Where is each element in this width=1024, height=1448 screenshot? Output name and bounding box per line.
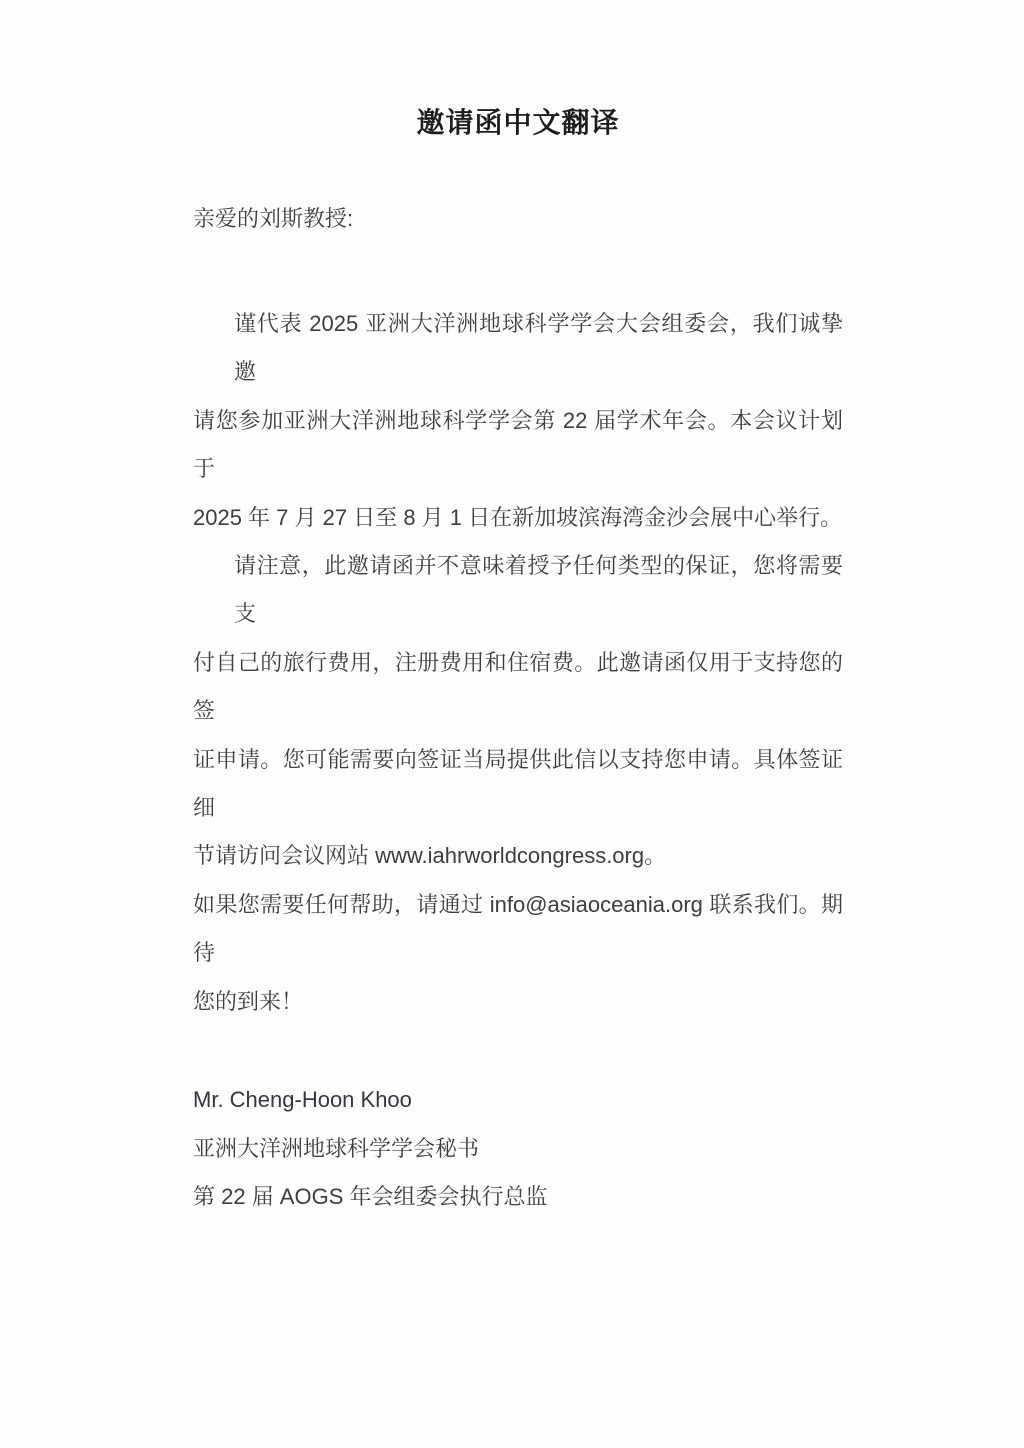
signature-role-executive-director: 第 22 届 AOGS 年会组委会执行总监 — [193, 1183, 548, 1209]
letter-body — [193, 300, 843, 1026]
body-line-email: 如果您需要任何帮助，请通过 info@asiaoceania.org 联系我们。期待 — [193, 891, 843, 966]
salutation: 亲爱的刘斯教授: — [193, 206, 354, 231]
body-line: 您的到来！ — [193, 988, 304, 1014]
signature-name: Mr. Cheng-Hoon Khoo — [193, 1087, 412, 1113]
document-title: 邀请函中文翻译 — [416, 107, 620, 138]
body-line: 付自己的旅行费用，注册费用和住宿费。此邀请函仅用于支持您的签 — [193, 649, 843, 724]
body-line: 请注意，此邀请函并不意味着授予任何类型的保证，您将需要支 — [234, 553, 843, 627]
body-line: 谨代表 2025 亚洲大洋洲地球科学学会大会组委会，我们诚挚邀 — [234, 311, 843, 385]
body-line: 2025 年 7 月 27 日至 8 月 1 日在新加坡滨海湾金沙会展中心举行。 — [193, 504, 843, 530]
body-line-website: 节请访问会议网站 www.iahrworldcongress.org。 — [193, 843, 667, 869]
body-line: 证申请。您可能需要向签证当局提供此信以支持您申请。具体签证细 — [193, 746, 843, 821]
signature-block — [193, 1076, 843, 1221]
body-line: 请您参加亚洲大洋洲地球科学学会第 22 届学术年会。本会议计划于 — [193, 407, 843, 482]
signature-role-secretary: 亚洲大洋洲地球科学学会秘书 — [193, 1135, 480, 1161]
